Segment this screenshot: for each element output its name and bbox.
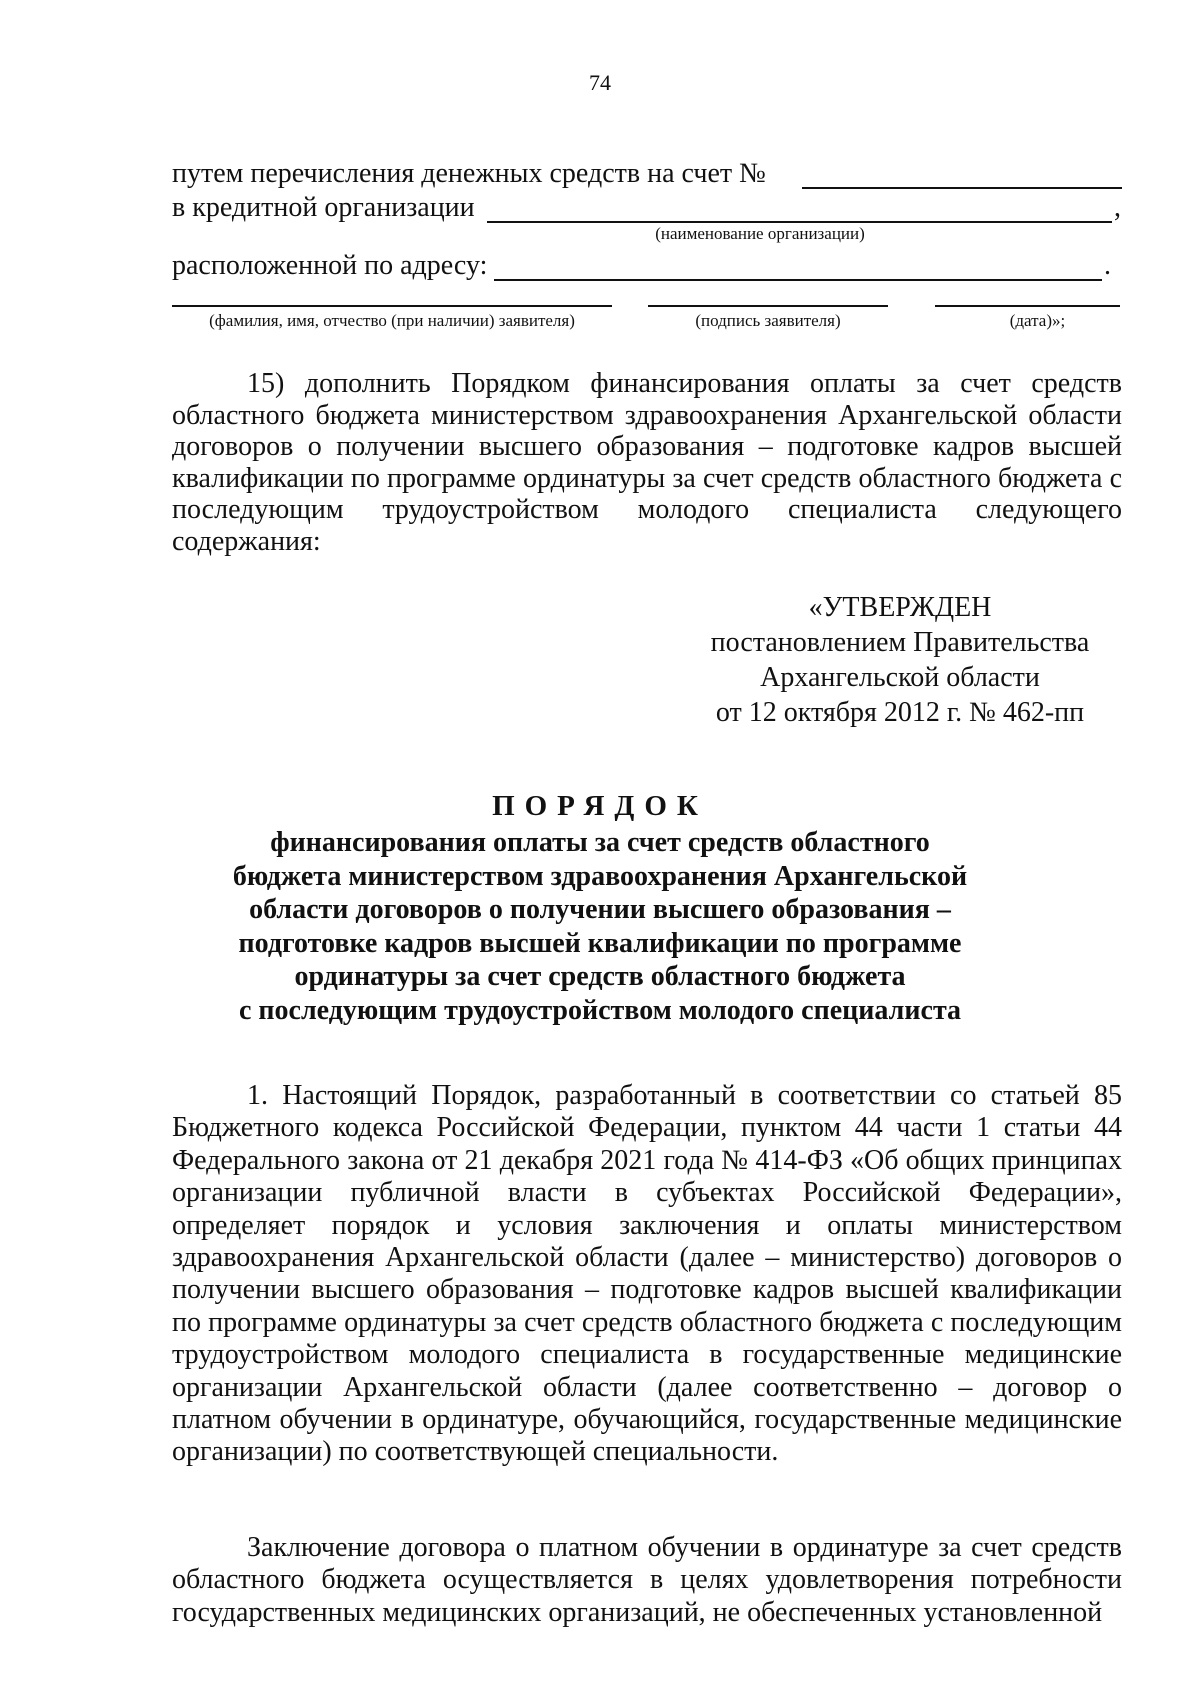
bank-caption: (наименование организации)	[655, 224, 865, 243]
page-number: 74	[589, 70, 611, 95]
address-blank	[494, 279, 1102, 281]
subtitle-line: подготовке кадров высшей квалификации по программе	[238, 927, 962, 959]
applicant-name-blank	[172, 305, 612, 307]
paragraph-1-text: 1. Настоящий Порядок, разработанный в соответствии со статьей 85 Бюджетного кодекса Российской Федерации, пунктом 44 части 1 статьи 44 Федерального закона от 21 декабря 2021 года № 414-ФЗ «Об общих принципах организации публичной власти в субъектах Российской Федерации», определяет порядок и условия заключения и оплаты министерством здравоохранения Архангельской области (далее – министерство) договоров о получении высшего образования – подготовке кадров высшей квалификации по программе ординатуры за счет средств областного бюджета с последующим трудоустройством молодого специалиста в государственные медицинские организации Архангельской области (далее соответственно – договор о платном обучении в ординатуре, обучающийся, государственные медицинские организации) по соответствующей специальности.	[172, 1080, 1122, 1468]
subtitle-line: области договоров о получении высшего образования –	[249, 894, 951, 925]
address-label: расположенной по адресу:	[172, 250, 488, 281]
bank-name-blank	[487, 221, 1112, 223]
approval-line-4: от 12 октября 2012 г. № 462-пп	[715, 697, 1085, 728]
subtitle-line: бюджета министерством здравоохранения Архангельской	[232, 860, 968, 892]
date-caption: (дата)»;	[1009, 311, 1066, 330]
paragraph-1	[172, 1080, 1122, 1469]
bank-label: в кредитной организации	[172, 192, 475, 223]
account-label: путем перечисления денежных средств на счет №	[172, 158, 766, 189]
subtitle-line: финансирования оплаты за счет средств областного	[270, 827, 930, 858]
approval-block	[670, 590, 1130, 730]
approval-line-3: Архангельской области	[760, 662, 1040, 693]
applicant-caption: (фамилия, имя, отчество (при наличии) заявителя)	[209, 311, 575, 330]
address-trailing-dot: .	[1104, 250, 1111, 281]
approval-line-2: постановлением Правительства	[710, 627, 1090, 658]
subtitle-line: ординатуры за счет средств областного бюджета	[294, 961, 906, 992]
signature-caption: (подпись заявителя)	[695, 311, 841, 330]
document-title: ПОРЯДОК	[492, 790, 708, 822]
account-number-blank	[802, 187, 1122, 189]
paragraph-2	[172, 1532, 1122, 1629]
bank-trailing-comma: ,	[1114, 192, 1121, 223]
item-15-text: 15) дополнить Порядком финансирования оплаты за счет средств областного бюджета министерством здравоохранения Архангельской области договоров о получении высшего образования – подготовке кадров высшей квалификации по программе ординатуры за счет средств областного бюджета с последующим трудоустройством молодого специалиста следующего содержания:	[172, 368, 1122, 557]
item-15-paragraph	[172, 368, 1122, 557]
date-blank	[935, 305, 1120, 307]
document-subtitle	[200, 826, 1000, 1027]
subtitle-line: с последующим трудоустройством молодого специалиста	[238, 994, 962, 1026]
paragraph-2-text: Заключение договора о платном обучении в ординатуре за счет средств областного бюджета осуществляется в целях удовлетворения потребности государственных медицинских организаций, не обеспеченных установленной	[172, 1532, 1122, 1628]
approval-line-1: «УТВЕРЖДЕН	[808, 592, 992, 623]
signature-blank	[648, 305, 888, 307]
